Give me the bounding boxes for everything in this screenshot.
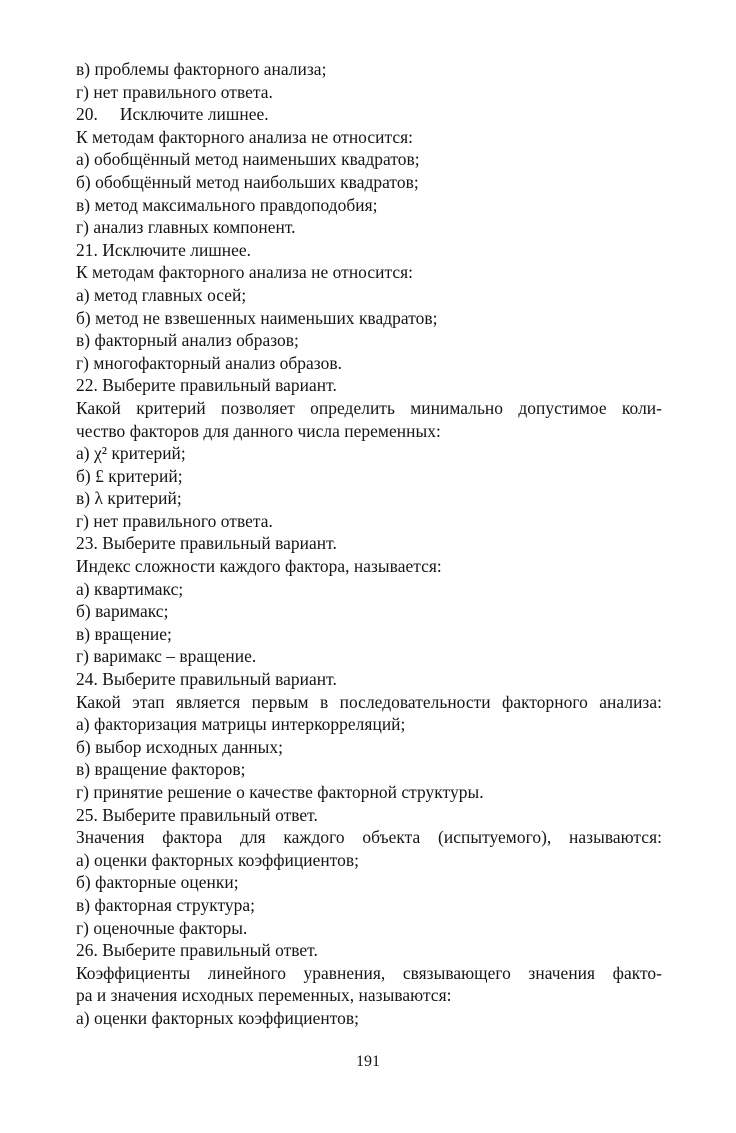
text-line: Какой критерий позволяет определить минимально допустимое коли- <box>76 397 662 418</box>
text-line: в) факторная структура; <box>76 894 256 915</box>
text-line: г) варимакс – вращение. <box>76 646 257 667</box>
text-line: б) метод не взвешенных наименьших квадратов; <box>76 307 438 328</box>
text-line: а) метод главных осей; <box>76 284 247 305</box>
question-heading: 26. Выберите правильный ответ. <box>76 940 318 961</box>
text-line: г) анализ главных компонент. <box>76 217 296 238</box>
text-line: К методам факторного анализа не относится: <box>76 262 414 283</box>
text-line: чество факторов для данного числа переменных: <box>76 420 441 441</box>
text-line: Какой этап является первым в последовательности факторного анализа: <box>76 691 662 712</box>
text-line: а) χ² критерий; <box>76 443 186 464</box>
text-line: а) квартимакс; <box>76 578 184 599</box>
text-line: ра и значения исходных переменных, называются: <box>76 985 452 1006</box>
text-line: а) оценки факторных коэффициентов; <box>76 1007 360 1028</box>
text-line: г) нет правильного ответа. <box>76 510 273 531</box>
page-body <box>76 58 662 1030</box>
text-line: б) варимакс; <box>76 601 169 622</box>
question-heading: 20. Исключите лишнее. <box>76 104 269 125</box>
text-line: г) многофакторный анализ образов. <box>76 352 343 373</box>
question-heading: 24. Выберите правильный вариант. <box>76 669 337 690</box>
text-line: в) вращение; <box>76 623 172 644</box>
text-line: в) факторный анализ образов; <box>76 330 299 351</box>
text-line: б) факторные оценки; <box>76 872 239 893</box>
text-line: Коэффициенты линейного уравнения, связывающего значения факто- <box>76 962 662 983</box>
text-line: в) вращение факторов; <box>76 759 246 780</box>
text-line: г) принятие решение о качестве факторной структуры. <box>76 782 484 802</box>
question-heading: 23. Выберите правильный вариант. <box>76 533 337 554</box>
question-heading: 22. Выберите правильный вариант. <box>76 375 337 396</box>
question-heading: 25. Выберите правильный ответ. <box>76 804 318 825</box>
text-line: а) оценки факторных коэффициентов; <box>76 849 360 870</box>
text-line: в) λ критерий; <box>76 488 182 509</box>
text-line: г) нет правильного ответа. <box>76 81 273 102</box>
text-line: Значения фактора для каждого объекта (испытуемого), называются: <box>76 827 662 848</box>
page-number: 191 <box>356 1053 380 1070</box>
text-line: Индекс сложности каждого фактора, называется: <box>76 556 442 577</box>
text-line: в) проблемы факторного анализа; <box>76 59 327 79</box>
question-heading: 21. Исключите лишнее. <box>76 239 252 260</box>
text-line: в) метод максимального правдоподобия; <box>76 194 378 215</box>
text-line: б) обобщённый метод наибольших квадратов; <box>76 171 419 192</box>
text-line: К методам факторного анализа не относится: <box>76 126 414 147</box>
text-line: а) обобщённый метод наименьших квадратов; <box>76 149 420 170</box>
text-line: б) выбор исходных данных; <box>76 736 284 757</box>
text-line: б) £ критерий; <box>76 465 183 486</box>
text-line: а) факторизация матрицы интеркорреляций; <box>76 714 406 735</box>
text-line: г) оценочные факторы. <box>76 917 248 938</box>
